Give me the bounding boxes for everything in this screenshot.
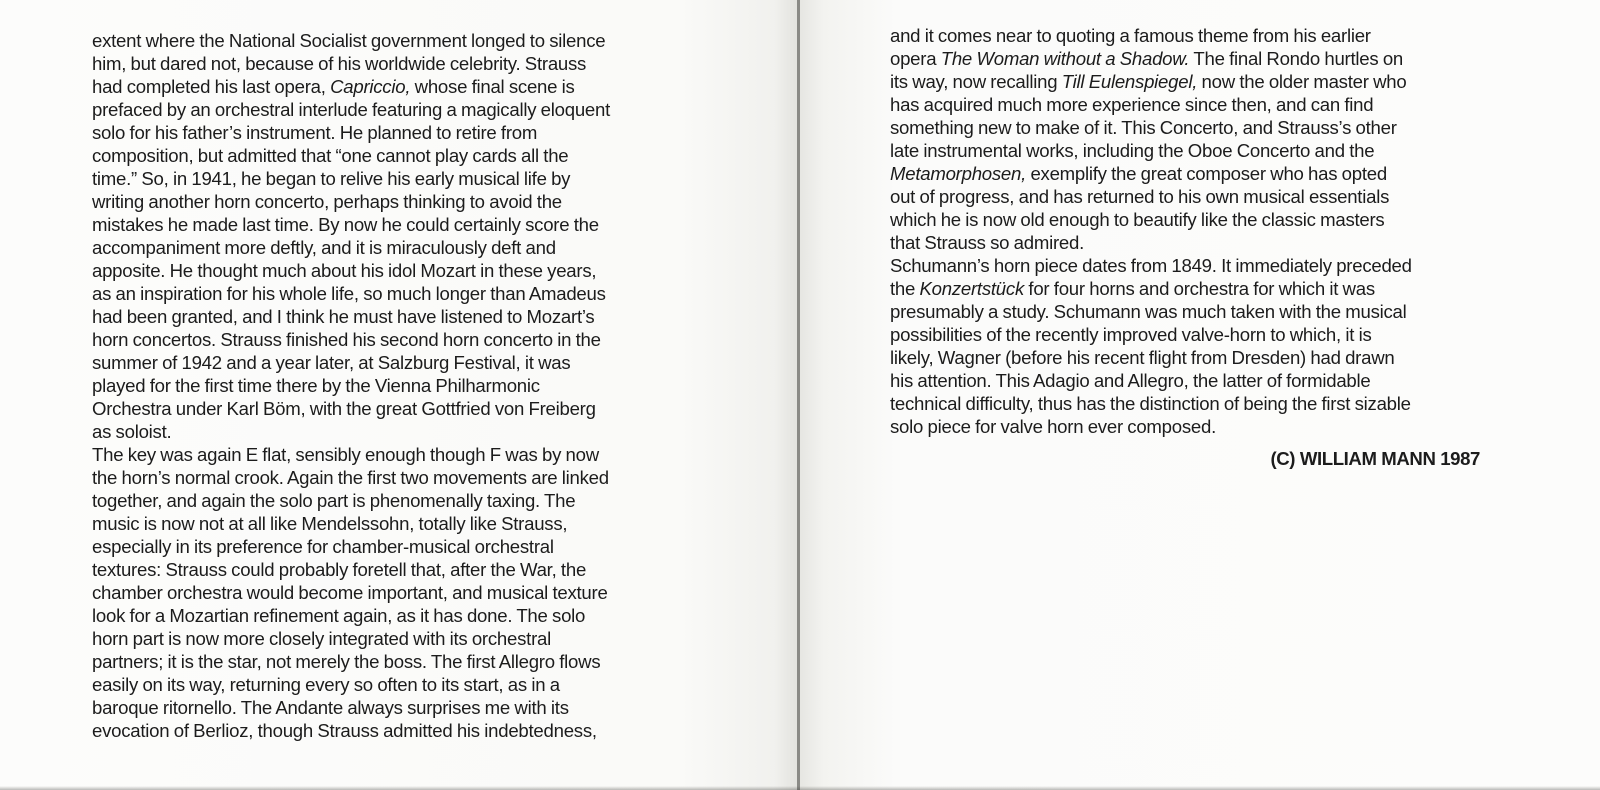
right-text-column — [890, 24, 1590, 438]
page-bottom-edge — [0, 786, 1600, 790]
right-paragraph-1: and it comes near to quoting a famous theme from his earlier opera The Woman without a Shadow. The final Rondo hurtles on its way, now recalling Till Eulenspiegel, now the older master who has acquired much more experience since then, and can find something new to make of it. This Concerto, and Strauss’s other late instrumental works, including the Oboe Concerto and the Metamorphosen, exemplify the great composer who has opted out of progress, and has returned to his own musical essentials which he is now old enough to beautify like the classic masters that Strauss so admired. — [890, 25, 1407, 253]
left-paragraph-1: extent where the National Socialist government longed to silence him, but dared not, because of his worldwide celebrity. Strauss had completed his last opera, Capriccio, whose final scene is prefaced by an orchestral interlude featuring a magically eloquent solo for his father’s instrument. He planned to retire from composition, but admitted that “one cannot play cards all the time.” So, in 1941, he began to relive his early musical life by writing another horn concerto, perhaps thinking to avoid the mistakes he made last time. By now he could certainly score the accompaniment more deftly, and it is miraculously deft and apposite. He thought much about his idol Mozart in these years, as an inspiration for his whole life, so much longer than Amadeus had been granted, and I think he must have listened to Mozart’s horn concertos. Strauss finished his second horn concerto in the summer of 1942 and a year later, at Salzburg Festival, it was played for the first time there by the Vienna Philharmonic Orchestra under Karl Böm, with the great Gottfried von Freiberg as soloist. — [92, 30, 611, 442]
left-text-column — [92, 29, 792, 742]
italic-title: Konzertstück — [919, 278, 1024, 299]
italic-title: The Woman without a Shadow. — [940, 48, 1190, 69]
left-paragraph-2: The key was again E flat, sensibly enough though F was by now the horn’s normal crook. Again the first two movements are linked together, and again the solo part is phenomenally taxing. The music is now not at all like Mendelssohn, totally like Strauss, especially in its preference for chamber-musical orchestral textures: Strauss could probably foretell that, after the War, the chamber orchestra would become important, and musical texture look for a Mozartian refinement again, as it has done. The solo horn part is now more closely integrated with its orchestral partners; it is the star, not merely the boss. The first Allegro flows easily on its way, returning every so often to its start, as in a baroque ritornello. The Andante always surprises me with its evocation of Berlioz, though Strauss admitted his indebtedness, — [92, 444, 609, 741]
author-signature: (C) WILLIAM MANN 1987 — [1270, 448, 1480, 469]
italic-title: Till Eulenspiegel, — [1061, 71, 1198, 92]
right-paragraph-2: Schumann’s horn piece dates from 1849. It immediately preceded the Konzertstück for four horns and orchestra for which it was presumably a study. Schumann was much taken with the musical possibilities of the recently improved valve-horn to which, it is likely, Wagner (before his recent flight from Dresden) had drawn his attention. This Adagio and Allegro, the latter of formidable technical difficulty, thus has the distinction of being the first sizable solo piece for valve horn ever composed. — [890, 255, 1412, 437]
italic-title: Capriccio, — [330, 76, 411, 97]
italic-title: Metamorphosen, — [890, 163, 1027, 184]
page-gutter — [797, 0, 800, 790]
